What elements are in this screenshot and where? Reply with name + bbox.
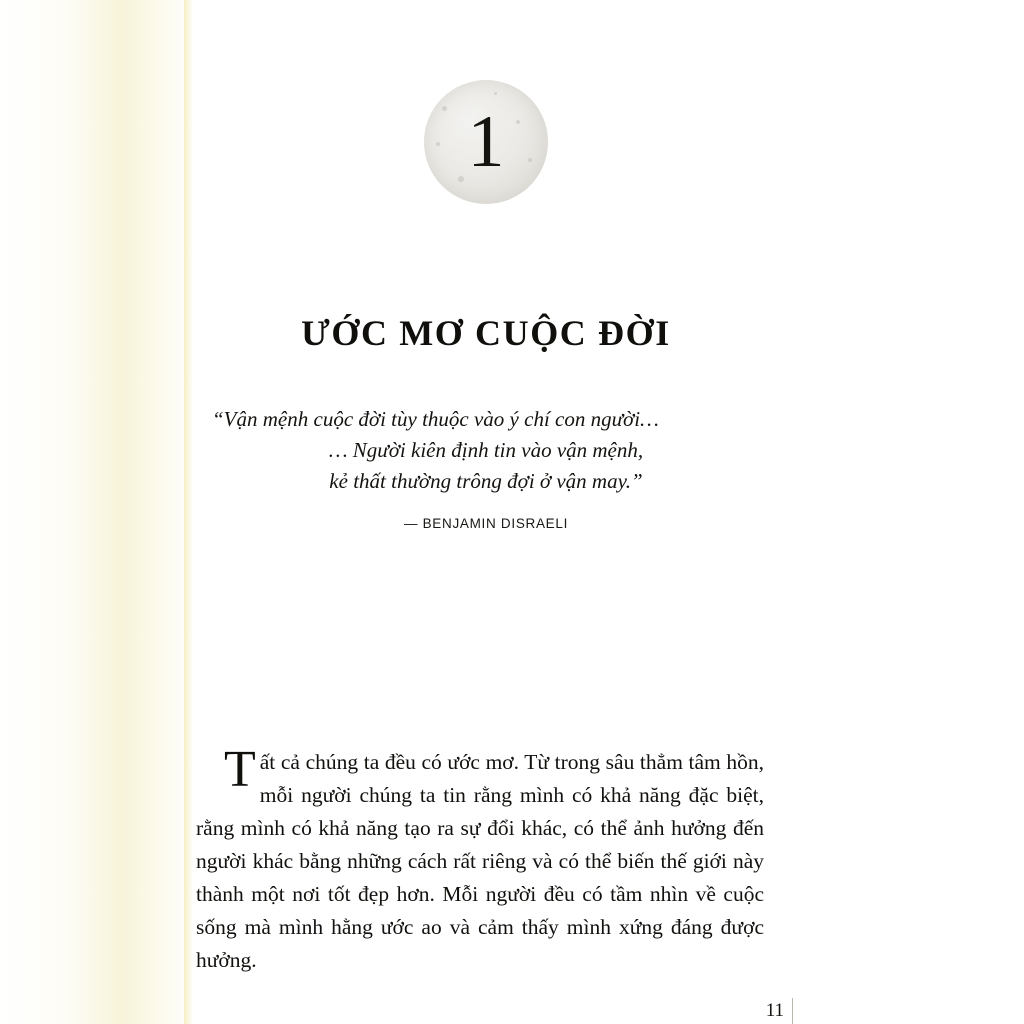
epigraph-line-3: kẻ thất thường trông đợi ở vận may.” <box>329 469 643 493</box>
body-paragraph: ất cả chúng ta đều có ước mơ. Từ trong sâu thẳm tâm hồn, mỗi người chúng ta tin rằng mình có khả năng đặc biệt, rằng mình có khả năng tạo ra sự đổi khác, có thể ảnh hưởng đến người khác bằng những cách rất riêng và có thể biến thế giới này thành một nơi tốt đẹp hơn. Mỗi người đều có tầm nhìn về cuộc sống mà mình hằng ước ao và cảm thấy mình xứng đáng được hưởng. <box>196 750 764 972</box>
chapter-number: 1 <box>467 101 505 183</box>
epigraph-attribution: — BENJAMIN DISRAELI <box>403 516 569 531</box>
chapter-number-block <box>196 80 776 209</box>
epigraph-line-1: “Vận mệnh cuộc đời tùy thuộc vào ý chí con người… <box>212 407 659 431</box>
page-gutter-edge <box>184 0 193 1024</box>
page-gutter-shading <box>0 0 196 1024</box>
epigraph-line-2: … Người kiên định tin vào vận mệnh, <box>328 438 644 462</box>
page-number: 11 <box>765 1000 784 1021</box>
body-text-block <box>196 741 764 977</box>
drop-cap: T <box>224 741 256 798</box>
chapter-title: ƯỚC MƠ CUỘC ĐỜI <box>301 313 671 354</box>
chapter-number-medallion <box>424 80 548 204</box>
page-content <box>196 0 1024 1024</box>
epigraph-quote <box>196 404 776 497</box>
folio-rule <box>792 998 793 1024</box>
